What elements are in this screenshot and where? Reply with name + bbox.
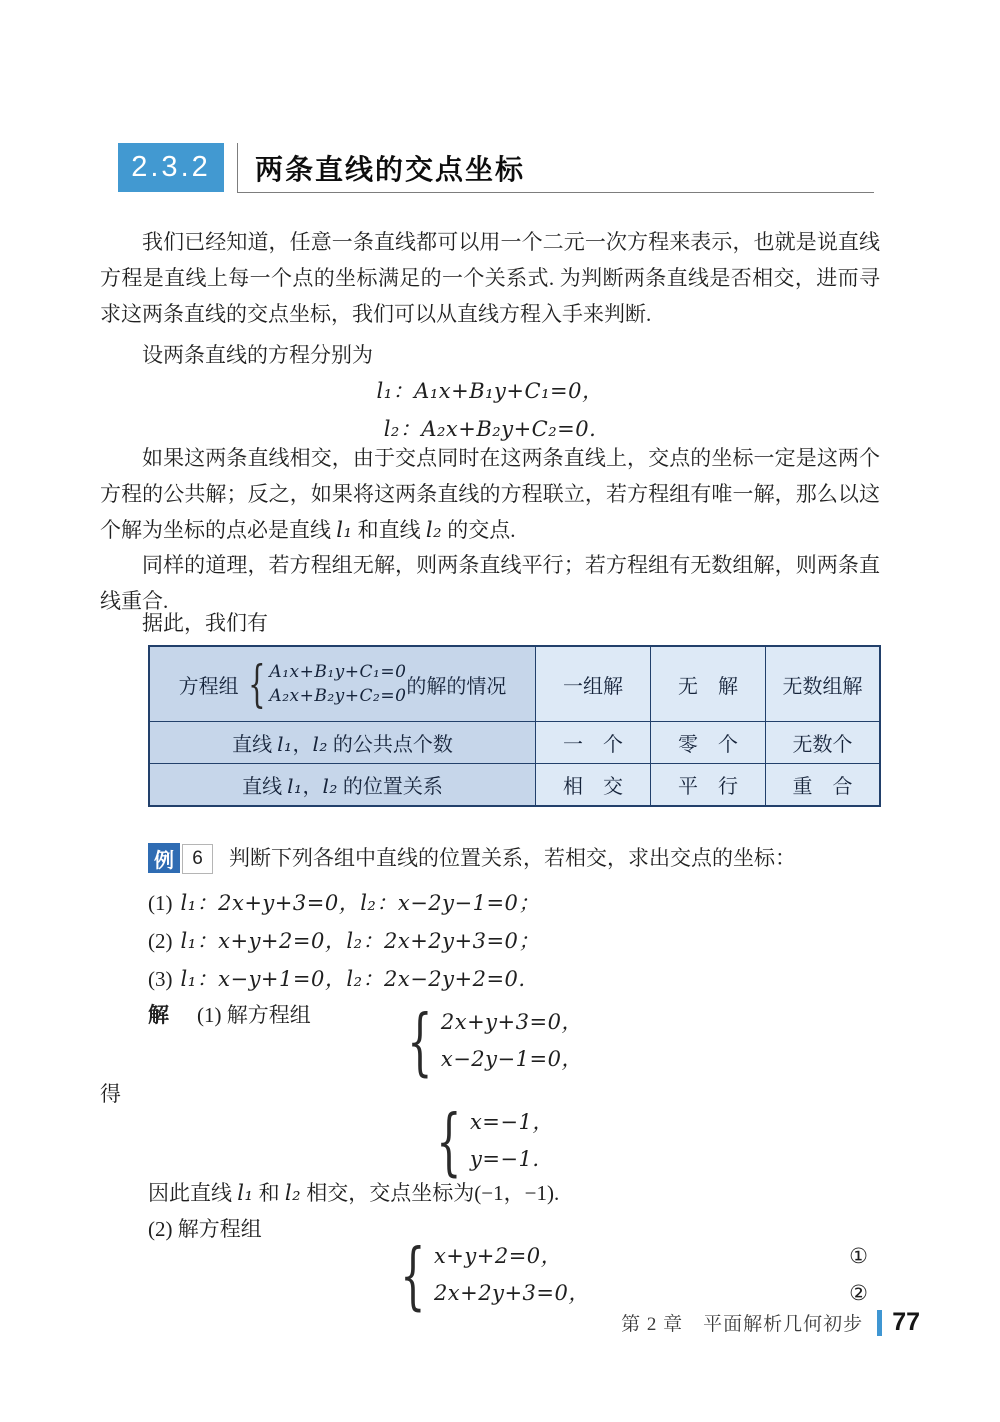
system-eq-2: A₂x+B₂y+C₂=0: [269, 686, 407, 706]
table-cell-coincide: 重 合: [766, 764, 881, 807]
connector-text: 得: [100, 1082, 121, 1106]
system-prefix: 方程组: [178, 675, 239, 698]
solution-label: 解: [148, 1004, 169, 1027]
system-line: 2x+2y+3=0，: [433, 1281, 590, 1305]
example-section: [100, 0, 880, 1422]
equation-system-1: [100, 998, 880, 1084]
footer-chapter: 第 2 章 平面解析几何初步: [621, 1314, 864, 1335]
system-line: x−2y−1=0，: [440, 1047, 583, 1071]
example-header: [148, 841, 796, 876]
system-line: x+y+2=0，: [433, 1244, 563, 1268]
section-number-badge: 2.3.2: [118, 143, 224, 192]
table-cell-parallel: 平 行: [651, 764, 766, 807]
section-title: 两条直线的交点坐标: [255, 153, 526, 185]
table-cell-intersect: 相 交: [536, 764, 651, 807]
table-cell-zero-points: 零 个: [651, 722, 766, 764]
system-line: 2x+y+3=0，: [440, 1010, 583, 1034]
intro-paragraph-4: 同样的道理，若方程组无解，则两条直线平行；若方程组有无数组解，则两条直线重合.: [100, 553, 880, 613]
system-lines: [470, 1104, 554, 1178]
example-item-2: [148, 922, 540, 960]
system-line: y=−1.: [469, 1147, 540, 1171]
brace-icon: {: [247, 655, 266, 713]
example-item-1: [148, 884, 540, 922]
intro-paragraph-1: 我们已经知道，任意一条直线都可以用一个二元一次方程来表示，也就是说直线方程是直线上每一个点的坐标满足的一个关系式. 为判断两条直线是否相交，进而寻求这两条直线的交点坐标，我们可以从直线方程入手来判断.: [100, 230, 880, 326]
brace-icon: {: [400, 1232, 426, 1318]
equation-l1: l₁：A₁x+B₁y+C₁=0，: [376, 379, 604, 403]
equation-system-2: [100, 1098, 880, 1184]
equation-tag-1: ①: [849, 1244, 868, 1268]
item-marker: (3): [148, 967, 173, 991]
solution-step-2: (2) 解方程组: [148, 1217, 262, 1241]
example-item-3: [148, 960, 526, 998]
table-cell-infinite-points: 无数个: [766, 722, 881, 764]
table-cell-infinite-solutions: 无数组解: [766, 646, 881, 722]
item-math: l₁：2x+y+3=0，l₂：x−2y−1=0；: [180, 891, 540, 915]
system-lines: [441, 1004, 583, 1078]
example-badge: 例: [148, 843, 180, 873]
system-lines: [434, 1238, 590, 1312]
system-suffix: 的解的情况: [406, 675, 507, 698]
table-cell-no-solution: 无 解: [651, 646, 766, 722]
table-cell-one-solution: 一组解: [536, 646, 651, 722]
item-marker: (1): [148, 891, 173, 915]
example-number: 6: [182, 844, 213, 874]
item-math: l₁：x+y+2=0，l₂：2x+2y+3=0；: [180, 929, 540, 953]
intro-paragraph-3: 如果这两条直线相交，由于交点同时在这两条直线上，交点的坐标一定是这两个方程的公共解；反之，如果将这两条直线的方程联立，若方程组有唯一解，那么以这个解为坐标的点必是直线 l₁ 和直线 l₂ 的交点.: [100, 446, 880, 542]
equation-tag-2: ②: [849, 1281, 868, 1305]
conclusion-line: 因此直线 l₁ 和 l₂ 相交，交点坐标为(−1，−1).: [148, 1181, 560, 1205]
table-cell-common-points-label: 直线 l₁，l₂ 的公共点个数: [149, 722, 536, 764]
item-math: l₁：x−y+1=0，l₂：2x−2y+2=0.: [180, 967, 526, 991]
system-eq-1: A₁x+B₁y+C₁=0: [269, 662, 407, 682]
brace-icon: {: [407, 998, 433, 1084]
example-prompt: 判断下列各组中直线的位置关系，若相交，求出交点的坐标：: [229, 846, 796, 870]
system-line: x=−1，: [469, 1110, 554, 1134]
intro-paragraph-5: 据此，我们有: [142, 611, 268, 635]
lead-line: 设两条直线的方程分别为: [142, 343, 373, 367]
table-cell-position-label: 直线 l₁，l₂ 的位置关系: [149, 764, 536, 807]
item-marker: (2): [148, 929, 173, 953]
footer-page-number: 77: [892, 1308, 920, 1336]
table-cell-one-point: 一 个: [536, 722, 651, 764]
equation-system-3: [100, 1232, 880, 1318]
footer-divider-bar: [877, 1310, 882, 1336]
equation-l2: l₂：A₂x+B₂y+C₂=0.: [383, 417, 597, 441]
step1-text: (1) 解方程组: [197, 1003, 311, 1027]
equation-tags: [849, 1238, 868, 1312]
brace-icon: {: [436, 1098, 462, 1184]
page-footer: [621, 1308, 920, 1337]
